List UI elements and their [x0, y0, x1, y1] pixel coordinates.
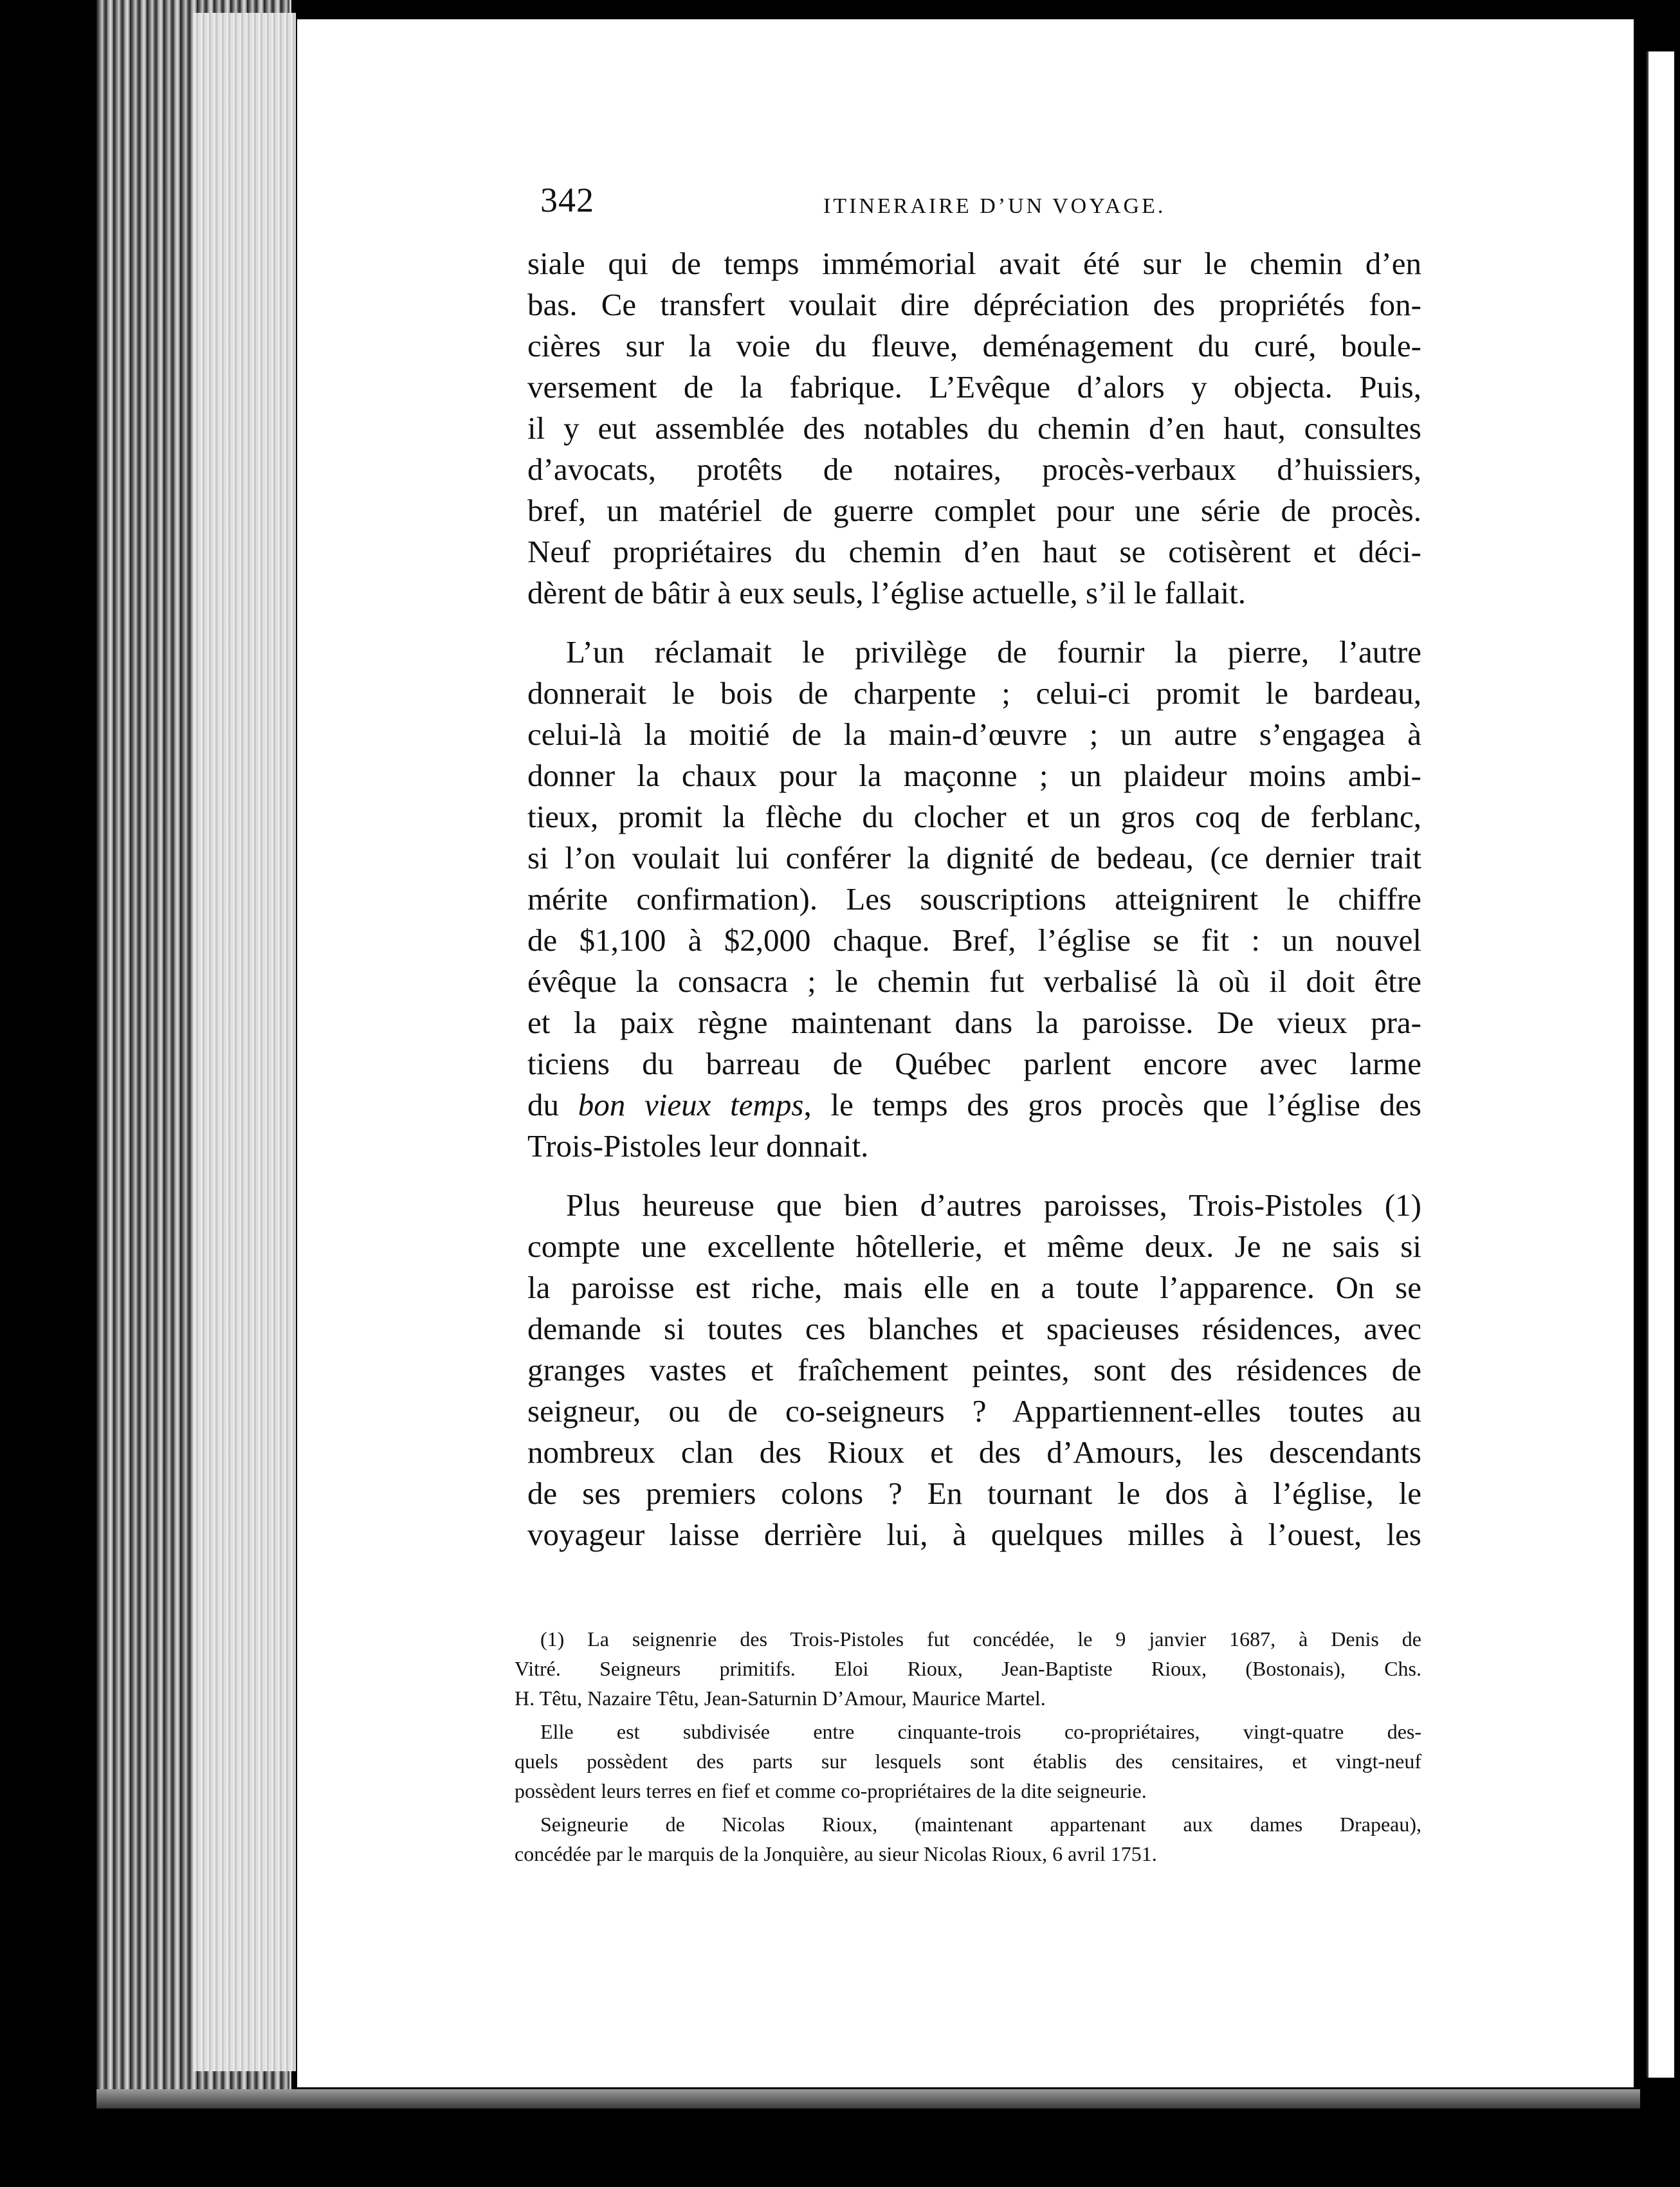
text-line: L’un réclamait le privilège de fournir la pierre, l’autre	[566, 634, 1421, 670]
text-line: versement de la fabrique. L’Evêque d’alors y objecta. Puis,	[527, 369, 1421, 405]
text-line: donner la chaux pour la maçonne ; un plaideur moins ambi-	[527, 758, 1421, 793]
footnote-line: Seigneurie de Nicolas Rioux, (maintenant appartenant aux dames Drapeau),	[540, 1813, 1421, 1836]
text-line: de ses premiers colons ? En tournant le dos à l’église, le	[527, 1476, 1421, 1511]
text-line: tieux, promit la flèche du clocher et un gros coq de ferblanc,	[527, 799, 1421, 834]
text-line: Trois-Pistoles leur donnait.	[527, 1128, 869, 1164]
page-number: 342	[540, 181, 594, 219]
text-line: granges vastes et fraîchement peintes, sont des résidences de	[527, 1352, 1421, 1387]
text-line: Plus heureuse que bien d’autres paroisses, Trois-Pistoles (1)	[566, 1187, 1421, 1223]
text-line: évêque la consacra ; le chemin fut verbalisé là où il doit être	[527, 964, 1421, 999]
book-page-stack	[193, 13, 296, 2071]
text-line: dèrent de bâtir à eux seuls, l’église actuelle, s’il le fallait.	[527, 575, 1246, 610]
text-line: voyageur laisse derrière lui, à quelques milles à l’ouest, les	[527, 1517, 1421, 1552]
footnote-line: (1) La seignenrie des Trois-Pistoles fut concédée, le 9 janvier 1687, à Denis de	[540, 1627, 1421, 1651]
text-line: celui-là la moitié de la main-d’œuvre ; un autre s’engagea à	[527, 717, 1421, 752]
text-line: seigneur, ou de co-seigneurs ? Appartiennent-elles toutes au	[527, 1393, 1421, 1429]
book-bottom-edge	[96, 2089, 1640, 2109]
text-line: et la paix règne maintenant dans la paroisse. De vieux pra-	[527, 1005, 1421, 1040]
footnote-line: quels possèdent des parts sur lesquels sont établis des censitaires, et vingt-neuf	[515, 1750, 1421, 1773]
text-line: siale qui de temps immémorial avait été sur le chemin d’en	[527, 246, 1421, 281]
footnote-line: Elle est subdivisée entre cinquante-trois co-propriétaires, vingt-quatre des-	[540, 1720, 1421, 1743]
text-line: cières sur la voie du fleuve, deménagement du curé, boule-	[527, 328, 1421, 363]
body-text	[527, 243, 1421, 1555]
facing-page-edge	[1647, 51, 1674, 2078]
text-line: mérite confirmation). Les souscriptions atteignirent le chiffre	[527, 881, 1421, 917]
text-line: il y eut assemblée des notables du chemin d’en haut, consultes	[527, 410, 1421, 446]
footnote-line: H. Têtu, Nazaire Têtu, Jean-Saturnin D’Amour, Maurice Martel.	[515, 1687, 1046, 1710]
text-line: bas. Ce transfert voulait dire dépréciation des propriétés fon-	[527, 287, 1421, 322]
text-line: de $1,100 à $2,000 chaque. Bref, l’église se fit : un nouvel	[527, 922, 1421, 958]
text-line: du bon vieux temps, le temps des gros procès que l’église des	[527, 1087, 1421, 1122]
text-line: demande si toutes ces blanches et spacieuses résidences, avec	[527, 1311, 1421, 1346]
text-line: compte une excellente hôtellerie, et même deux. Je ne sais si	[527, 1229, 1421, 1264]
text-line: donnerait le bois de charpente ; celui-ci promit le bardeau,	[527, 675, 1421, 711]
text-line: Neuf propriétaires du chemin d’en haut se cotisèrent et déci-	[527, 534, 1421, 569]
footnote-line: Vitré. Seigneurs primitifs. Eloi Rioux, Jean-Baptiste Rioux, (Bostonais), Chs.	[515, 1657, 1421, 1680]
text-line: la paroisse est riche, mais elle en a toute l’apparence. On se	[527, 1270, 1421, 1305]
running-title: ITINERAIRE D’UN VOYAGE.	[823, 194, 1166, 218]
text-line: nombreux clan des Rioux et des d’Amours, les descendants	[527, 1434, 1421, 1470]
text-line: ticiens du barreau de Québec parlent encore avec larme	[527, 1046, 1421, 1081]
footnotes	[515, 1624, 1421, 1869]
footnote-line: concédée par le marquis de la Jonquière, au sieur Nicolas Rioux, 6 avril 1751.	[515, 1842, 1157, 1865]
italic-phrase: bon vieux temps	[578, 1087, 804, 1122]
text-line: bref, un matériel de guerre complet pour une série de procès.	[527, 493, 1421, 528]
text-line: d’avocats, protêts de notaires, procès-verbaux d’huissiers,	[527, 452, 1421, 487]
text-line: si l’on voulait lui conférer la dignité de bedeau, (ce dernier trait	[527, 840, 1421, 875]
footnote-line: possèdent leurs terres en fief et comme co-propriétaires de la dite seigneurie.	[515, 1779, 1147, 1802]
page-header	[540, 180, 1421, 225]
